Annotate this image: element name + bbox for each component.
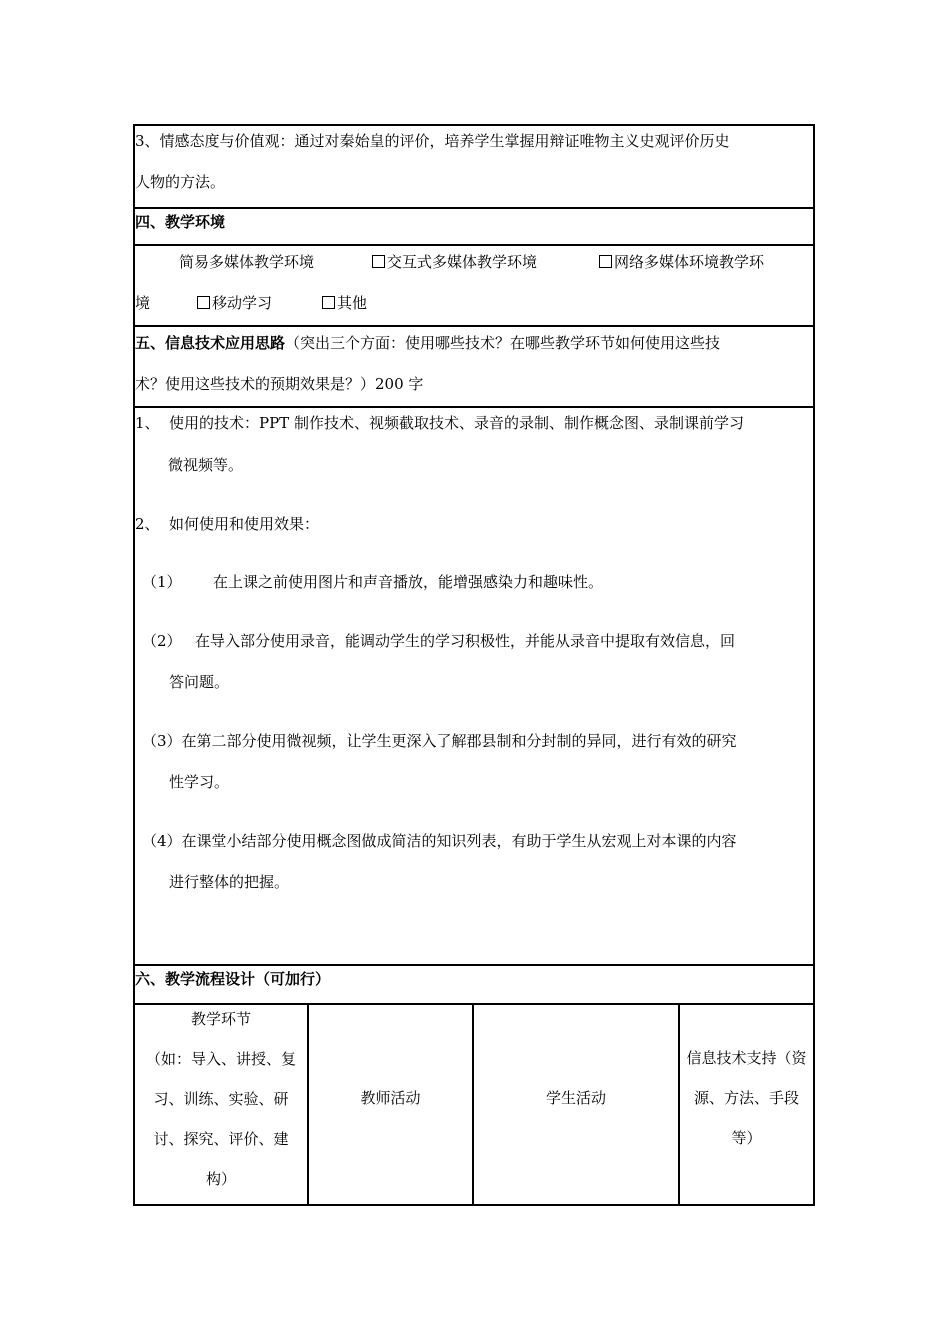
env-option-network[interactable]: 网络多媒体环境教学环 (599, 252, 764, 272)
section3-line1: 3、情感态度与价值观：通过对秦始皇的评价，培养学生掌握用辩证唯物主义史观评价历史 (135, 132, 730, 150)
tech-number: 1、 (135, 414, 160, 432)
row-divider (135, 406, 813, 408)
env-option-mobile[interactable]: 移动学习 (197, 293, 272, 313)
section5-heading: 五、信息技术应用思路（突出三个方面：使用哪些技术？在哪些教学环节如何使用这些技 (135, 334, 721, 352)
point1-number: （1） (142, 573, 182, 591)
row-divider (135, 244, 813, 246)
point2-line1: 在导入部分使用录音，能调动学生的学习积极性，并能从录音中提取有效信息，回 (195, 632, 736, 650)
section6-heading: 六、教学流程设计（可加行） (135, 970, 331, 988)
header-teaching-phase: 教学环节 （如：导入、讲授、复 习、训练、实验、研 讨、探究、评价、建 构） (145, 1010, 296, 1188)
row-divider (135, 1003, 813, 1005)
header-it-support: 信息技术支持（资 源、方法、手段 等） (686, 1049, 807, 1147)
env-option-interactive[interactable]: 交互式多媒体教学环境 (372, 252, 537, 272)
checkbox-icon[interactable] (322, 296, 335, 309)
lesson-plan-table (133, 124, 815, 1206)
tech-line1: 使用的技术：PPT 制作技术、视频截取技术、录音的录制、制作概念图、录制课前学习 (169, 414, 744, 432)
env-option-simple: 简易多媒体教学环境 (179, 253, 315, 271)
section3-line2: 人物的方法。 (135, 173, 226, 191)
checkbox-icon[interactable] (197, 296, 210, 309)
point3-line1: （3）在第二部分使用微视频，让学生更深入了解郡县制和分封制的异同，进行有效的研究 (142, 732, 737, 750)
env-option-other[interactable]: 其他 (322, 293, 367, 313)
checkbox-icon[interactable] (372, 255, 385, 268)
header-teacher-activity: 教师活动 (360, 1089, 421, 1107)
row-divider (135, 207, 813, 209)
tech-line2: 微视频等。 (168, 456, 244, 474)
section4-heading: 四、教学环境 (135, 213, 226, 231)
row-divider (135, 325, 813, 327)
point2-number: （2） (142, 632, 182, 650)
point3-line2: 性学习。 (169, 773, 230, 791)
point1-line1: 在上课之前使用图片和声音播放，能增强感染力和趣味性。 (213, 573, 604, 591)
point2-line2: 答问题。 (169, 673, 230, 691)
section5-heading-line2: 术？使用这些技术的预期效果是？）200 字 (135, 375, 424, 393)
row-divider (135, 964, 813, 966)
checkbox-icon[interactable] (599, 255, 612, 268)
how-line1: 如何使用和使用效果： (169, 515, 320, 533)
point4-line2: 进行整体的把握。 (169, 873, 290, 891)
header-student-activity: 学生活动 (545, 1089, 606, 1107)
env-option-network-wrap: 境 (135, 294, 151, 312)
how-number: 2、 (135, 515, 160, 533)
point4-line1: （4）在课堂小结部分使用概念图做成简洁的知识列表，有助于学生从宏观上对本课的内容 (142, 832, 737, 850)
